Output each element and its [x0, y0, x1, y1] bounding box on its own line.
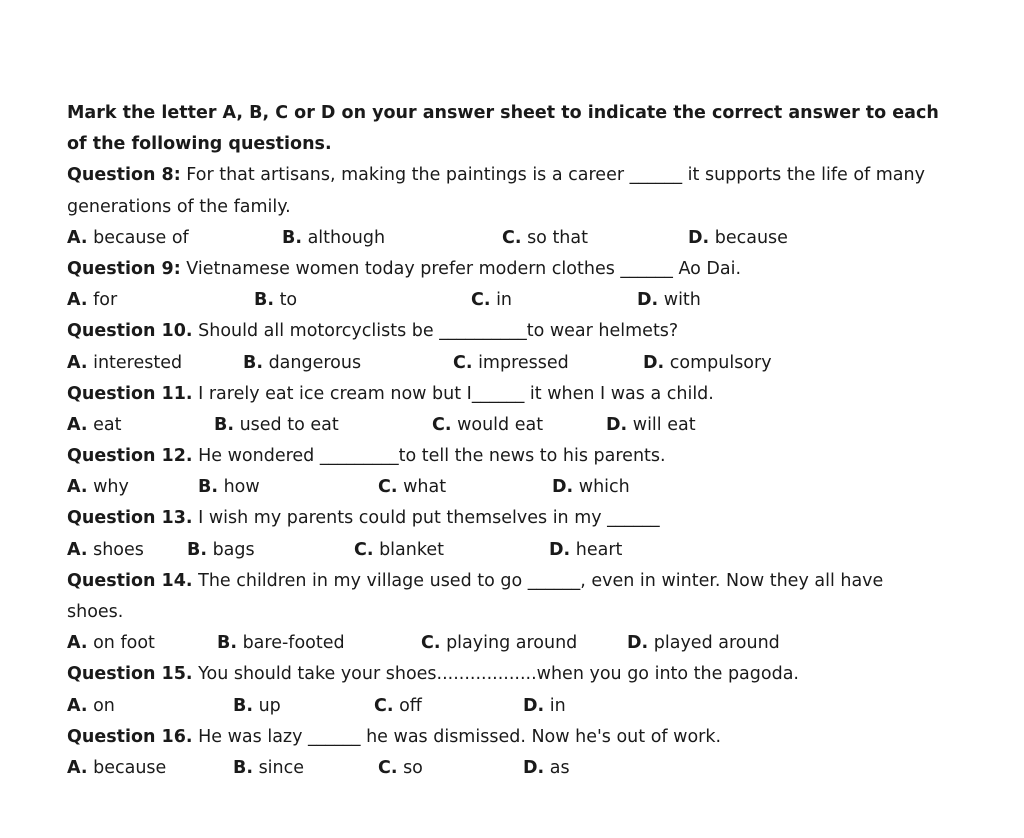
- question-9: [67, 254, 967, 285]
- question-11: [67, 379, 967, 410]
- question-label: Question 8:: [67, 165, 181, 186]
- option-b[interactable]: B. how: [198, 477, 260, 498]
- option-c[interactable]: C. would eat: [432, 414, 544, 435]
- question-9-options: [67, 285, 967, 316]
- question-15: [67, 659, 967, 690]
- question-label: Question 14.: [67, 570, 193, 591]
- option-c[interactable]: C. in: [471, 290, 513, 311]
- question-16: [67, 722, 967, 753]
- question-14-options: [67, 628, 967, 659]
- option-a[interactable]: A. eat: [67, 414, 122, 435]
- option-b[interactable]: B. bags: [187, 539, 255, 560]
- option-c[interactable]: C. impressed: [453, 352, 569, 373]
- option-b[interactable]: B. although: [282, 227, 386, 248]
- question-13: [67, 503, 967, 534]
- option-d[interactable]: D. will eat: [606, 414, 696, 435]
- question-text: For that artisans, making the paintings is a career ______ it supports the life of many: [180, 165, 925, 186]
- option-a[interactable]: A. because of: [67, 227, 189, 248]
- question-text: I wish my parents could put themselves in my ______: [192, 508, 660, 529]
- option-d[interactable]: D. heart: [549, 539, 623, 560]
- question-text: Should all motorcyclists be __________to wear helmets?: [192, 321, 679, 342]
- exercise-sheet: [67, 98, 967, 784]
- option-a[interactable]: A. because: [67, 757, 167, 778]
- option-c[interactable]: C. so: [378, 757, 423, 778]
- question-label: Question 15.: [67, 664, 193, 685]
- instruction-line-1: Mark the letter A, B, C or D on your answer sheet to indicate the correct answer to each: [67, 103, 939, 123]
- question-13-options: [67, 535, 967, 566]
- question-8-continued: generations of the family.: [67, 196, 291, 217]
- question-12-options: [67, 472, 967, 503]
- option-b[interactable]: B. up: [233, 695, 281, 716]
- question-10: [67, 316, 967, 347]
- question-text: I rarely eat ice cream now but I______ it when I was a child.: [192, 383, 714, 404]
- question-10-options: [67, 348, 967, 379]
- question-8-options: [67, 223, 967, 254]
- option-c[interactable]: C. what: [378, 477, 447, 498]
- question-text: Vietnamese women today prefer modern clothes ______ Ao Dai.: [180, 258, 742, 279]
- question-11-options: [67, 410, 967, 441]
- option-c[interactable]: C. off: [374, 695, 422, 716]
- question-14: [67, 566, 967, 597]
- option-a[interactable]: A. on: [67, 695, 115, 716]
- option-c[interactable]: C. so that: [502, 227, 588, 248]
- option-a[interactable]: A. interested: [67, 352, 183, 373]
- option-c[interactable]: C. blanket: [354, 539, 444, 560]
- option-a[interactable]: A. for: [67, 290, 118, 311]
- option-d[interactable]: D. which: [552, 477, 630, 498]
- question-label: Question 10.: [67, 321, 193, 342]
- question-16-options: [67, 753, 967, 784]
- question-text: He wondered _________to tell the news to his parents.: [192, 446, 666, 467]
- option-b[interactable]: B. since: [233, 757, 305, 778]
- option-b[interactable]: B. bare-footed: [217, 633, 345, 654]
- option-d[interactable]: D. because: [688, 227, 788, 248]
- question-14-continued: shoes.: [67, 602, 124, 622]
- option-d[interactable]: D. played around: [627, 633, 780, 654]
- question-label: Question 12.: [67, 446, 193, 467]
- option-a[interactable]: A. on foot: [67, 633, 155, 654]
- question-12: [67, 441, 967, 472]
- option-d[interactable]: D. with: [637, 290, 701, 311]
- option-b[interactable]: B. to: [254, 290, 298, 311]
- option-d[interactable]: D. compulsory: [643, 352, 772, 373]
- option-c[interactable]: C. playing around: [421, 633, 578, 654]
- question-text: He was lazy ______ he was dismissed. Now he's out of work.: [192, 726, 722, 747]
- question-label: Question 16.: [67, 726, 193, 747]
- option-d[interactable]: D. in: [523, 695, 566, 716]
- question-label: Question 11.: [67, 383, 193, 404]
- option-b[interactable]: B. used to eat: [214, 414, 339, 435]
- question-text: You should take your shoes..................when you go into the pagoda.: [192, 664, 799, 685]
- question-text: The children in my village used to go ______, even in winter. Now they all have: [192, 570, 884, 591]
- option-a[interactable]: A. shoes: [67, 539, 144, 560]
- question-label: Question 9:: [67, 258, 181, 279]
- option-b[interactable]: B. dangerous: [243, 352, 362, 373]
- question-15-options: [67, 691, 967, 722]
- instruction-line-2: of the following questions.: [67, 134, 332, 155]
- question-label: Question 13.: [67, 508, 193, 529]
- question-8: [67, 160, 967, 191]
- option-d[interactable]: D. as: [523, 757, 570, 778]
- option-a[interactable]: A. why: [67, 477, 129, 498]
